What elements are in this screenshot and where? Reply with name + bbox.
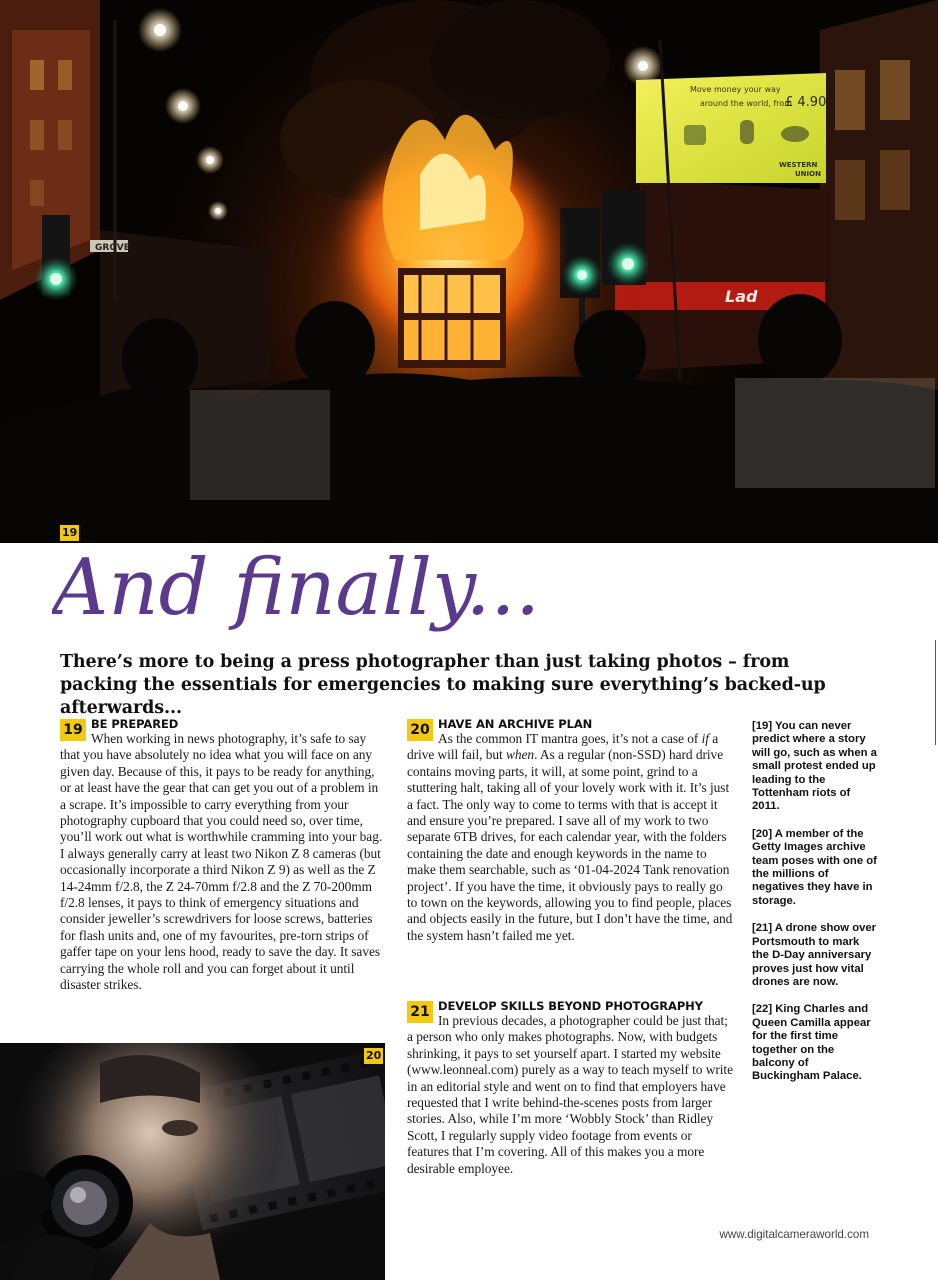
section-body: In previous decades, a photographer could be just that; a person who only makes photographs. Now, with budgets shrinking, it pays to set yourself apart. I started my website (www.leonneal.com) purely as a way to teach myself to write in an editorial style and went on to find that employers have requested that I write behind-the-scenes posts from larger stories. Also, while I’m more ‘Wobbly Stock’ than Ridley Scott, I regularly supply video footage from events or features that I’m covering. All of this makes you a more desirable employee. [407, 1013, 733, 1176]
footer-url: www.digitalcameraworld.com [719, 1228, 869, 1241]
section-be-prepared [60, 718, 386, 994]
archive-photo [0, 1043, 385, 1280]
hero-photo [0, 0, 938, 543]
body-text-italic: if [701, 731, 709, 746]
billboard-brand2: UNION [795, 170, 821, 178]
headline-text: And finally... [52, 543, 541, 633]
caption-19: [19] You can never predict where a story will go, such as when a small protest ended up leading to the Tottenham riots of 2011. [752, 720, 877, 813]
riot-scene-illustration [0, 0, 938, 543]
archive-negative-illustration [0, 1043, 385, 1280]
section-title: BE PREPARED [91, 717, 179, 731]
section-body [407, 731, 732, 943]
caption-column [752, 720, 877, 1098]
body-text-italic: when [506, 747, 535, 763]
caption-20: [20] A member of the Getty Images archive team poses with one of the millions of negatives they have in storage. [752, 827, 877, 907]
street-sign-text: GROVE [95, 243, 130, 253]
section-title: HAVE AN ARCHIVE PLAN [438, 717, 593, 731]
section-title: DEVELOP SKILLS BEYOND PHOTOGRAPHY [438, 999, 703, 1013]
standfirst: There’s more to being a press photographer than just taking photos – from packing the essentials for emergencies to making sure everything’s backed-up afterwards... [60, 652, 826, 718]
billboard-price: £ 4.90 [785, 95, 827, 110]
section-develop-skills [407, 1000, 733, 1177]
body-text-part: a drive will fail, but [407, 731, 719, 763]
billboard-line2: around the world, from [700, 99, 793, 108]
hero-photo-number-tag: 19 [62, 526, 78, 539]
caption-21: [21] A drone show over Portsmouth to mark the D-Day anniversary proves just how vital drones are now. [752, 922, 877, 988]
page-headline [52, 532, 752, 642]
body-text-part: As the common IT mantra goes, it’s not a case of [438, 731, 702, 746]
caption-22: [22] King Charles and Queen Camilla appear for the first time together on the balcony of Buckingham Palace. [752, 1003, 871, 1083]
billboard-line1: Move money your way [690, 85, 781, 94]
section-number-badge: 20 [407, 719, 433, 741]
archive-photo-number-tag: 20 [366, 1049, 382, 1062]
page-edge-rule [935, 640, 936, 745]
section-archive-plan [407, 718, 733, 944]
section-number-badge: 19 [60, 719, 86, 741]
shop-sign-text: Lad [725, 287, 758, 306]
section-number-badge: 21 [407, 1001, 433, 1023]
body-text-part: . As a regular (non-SSD) hard drive contains moving parts, it will, at some point, grind to a stuttering halt, taking all of your lovely work with it. It’s just a fact. The only way to come to terms with that is accept it and ensure you’re prepared. I save all of my work to two separate 6TB drives, for each calendar year, with the folders containing the date and enough keywords in the name to make them searchable, such as ‘01-04-2024 Tank renovation project’. If you have the time, it obviously pays to really go to town on the keywords, allowing you to find people, places and objects easily in the future, but I don’t have the time, and the system hasn’t failed me yet. [407, 747, 733, 943]
section-body: When working in news photography, it’s safe to say that you have absolutely no idea what you will face on any given day. Because of this, it pays to be ready for anything, or at least have the gear that can get you out of a problem in a scrape. It’s impossible to carry everything from your photography cupboard that you could need so, over time, you’ll work out what is worthwhile cramming into your bag. I always generally carry at least two Nikon Z 8 cameras (but occasionally incorporate a third Nikon Z 9) as well as the Z 14-24mm f/2.8, the Z 24-70mm f/2.8 and the Z 70-200mm f/2.8 lenses, it pays to think of emergency situations and consider jeweller’s screwdrivers for loose screws, batteries for flash units and, one of my favourites, pre-torn strips of gaffer tape on your lens hood, ready to save the day. It saves carrying the whole roll and you can forget about it until disaster strikes. [60, 731, 383, 993]
billboard-brand1: WESTERN [779, 161, 818, 169]
